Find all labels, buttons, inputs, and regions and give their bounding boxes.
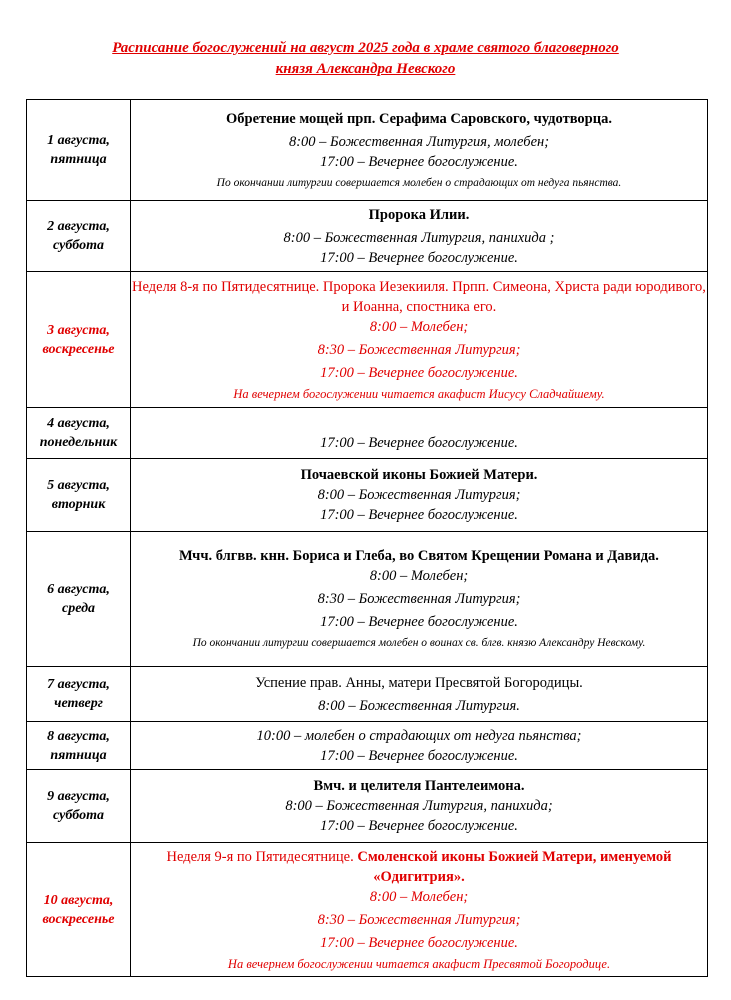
service-line: 17:00 – Вечернее богослужение. (320, 747, 518, 764)
date-cell (27, 459, 131, 532)
weekday-label: вторник (51, 497, 106, 512)
service-line: 17:00 – Вечернее богослужение. (320, 614, 518, 630)
feast-title: Неделя 8-я по Пятидесятнице. Пророка Иезекииля. Прпп. Симеона, Христа ради юродивого, и Иоанна, спостника его. (132, 278, 706, 315)
feast-title-part: Неделя 9-я по Пятидесятнице. (166, 848, 358, 865)
feast-title (131, 847, 707, 887)
service-cell (131, 770, 708, 843)
table-row (27, 100, 708, 201)
date-label: 8 августа, (47, 728, 110, 744)
service-line: 8:00 – Молебен; (369, 318, 469, 335)
feast-title: Вмч. и целителя Пантелеимона. (313, 778, 525, 794)
date-cell (27, 843, 131, 977)
service-line: 10:00 – молебен о страдающих от недуга пьянства; (256, 727, 582, 744)
date-label: 9 августа, (47, 789, 110, 804)
date-cell (27, 408, 131, 459)
date-label: 10 августа, (43, 892, 114, 908)
service-cell (131, 722, 708, 770)
date-label: 6 августа, (47, 582, 110, 597)
date-label: 7 августа, (47, 677, 110, 692)
table-row (27, 201, 708, 272)
service-cell (131, 272, 708, 408)
date-label: 4 августа, (47, 416, 110, 431)
date-label: 1 августа, (47, 133, 110, 148)
service-cell (131, 408, 708, 459)
service-line: 17:00 – Вечернее богослужение. (320, 249, 518, 266)
table-row (27, 722, 708, 770)
empty-title-line (131, 413, 707, 433)
feast-title: Почаевской иконы Божией Матери. (300, 467, 538, 483)
document-title (0, 38, 731, 80)
service-cell (131, 459, 708, 532)
service-line: 8:00 – Божественная Литургия, панихида ; (283, 229, 555, 246)
feast-title: Пророка Илии. (368, 206, 470, 223)
weekday-label: пятница (50, 152, 107, 167)
date-cell (27, 100, 131, 201)
table-row (27, 532, 708, 667)
service-line: 8:30 – Божественная Литургия; (317, 591, 521, 607)
service-line: 8:00 – Божественная Литургия, панихида; (285, 798, 553, 814)
date-cell (27, 667, 131, 722)
feast-title: Обретение мощей прп. Серафима Саровского, чудотворца. (226, 110, 612, 127)
weekday-label: воскресенье (42, 341, 115, 357)
weekday-label: понедельник (39, 435, 118, 450)
weekday-label: четверг (54, 696, 103, 711)
service-line: 17:00 – Вечернее богослужение. (320, 153, 518, 170)
service-line: 8:30 – Божественная Литургия; (317, 911, 521, 928)
table-row (27, 770, 708, 843)
date-cell (27, 201, 131, 272)
schedule-table (26, 99, 708, 977)
service-line: 17:00 – Вечернее богослужение. (320, 818, 518, 834)
feast-title: Успение прав. Анны, матери Пресвятой Богородицы. (255, 674, 583, 691)
date-label: 5 августа, (47, 478, 110, 493)
date-cell (27, 722, 131, 770)
service-line: 8:30 – Божественная Литургия; (317, 341, 521, 358)
service-note: На вечернем богослужении читается акафист Пресвятой Богородице. (227, 956, 611, 971)
table-row (27, 667, 708, 722)
date-label: 2 августа, (47, 219, 110, 234)
weekday-label: суббота (52, 808, 104, 823)
feast-title-part-bold: Смоленской иконы Божией Матери, именуемой «Одигитрия». (357, 848, 672, 885)
title-line-2: князя Александра Невского (275, 61, 456, 77)
service-line: 8:00 – Божественная Литургия. (318, 697, 520, 714)
weekday-label: воскресенье (42, 911, 115, 927)
service-line: 8:00 – Молебен; (369, 568, 469, 584)
service-line: 8:00 – Молебен; (369, 888, 469, 905)
service-cell (131, 667, 708, 722)
date-cell (27, 770, 131, 843)
weekday-label: суббота (52, 238, 104, 253)
date-label: 3 августа, (47, 322, 110, 338)
service-line: 8:00 – Божественная Литургия; (317, 487, 521, 503)
weekday-label: среда (61, 601, 96, 616)
date-cell (27, 532, 131, 667)
service-line: 8:00 – Божественная Литургия, молебен; (288, 133, 550, 150)
service-note: По окончании литургии совершается молебен о воинах св. блгв. князю Александру Невскому. (192, 637, 646, 649)
service-cell (131, 201, 708, 272)
service-note: На вечернем богослужении читается акафист Иисусу Сладчайшему. (233, 386, 605, 401)
service-line: 17:00 – Вечернее богослужение. (320, 934, 518, 951)
service-line: 17:00 – Вечернее богослужение. (320, 435, 518, 451)
table-row (27, 459, 708, 532)
service-line: 17:00 – Вечернее богослужение. (320, 507, 518, 523)
table-row (27, 843, 708, 977)
weekday-label: пятница (50, 747, 107, 763)
table-row (27, 272, 708, 408)
service-note: По окончании литургии совершается молебен о страдающих от недуга пьянства. (216, 176, 622, 189)
service-cell (131, 100, 708, 201)
table-row (27, 408, 708, 459)
feast-title: Мчч. блгвв. кнн. Бориса и Глеба, во Святом Крещении Романа и Давида. (179, 548, 659, 564)
date-cell (27, 272, 131, 408)
service-cell (131, 532, 708, 667)
service-line: 17:00 – Вечернее богослужение. (320, 364, 518, 381)
service-cell (131, 843, 708, 977)
title-line-1: Расписание богослужений на август 2025 года в храме святого благоверного (112, 40, 619, 56)
